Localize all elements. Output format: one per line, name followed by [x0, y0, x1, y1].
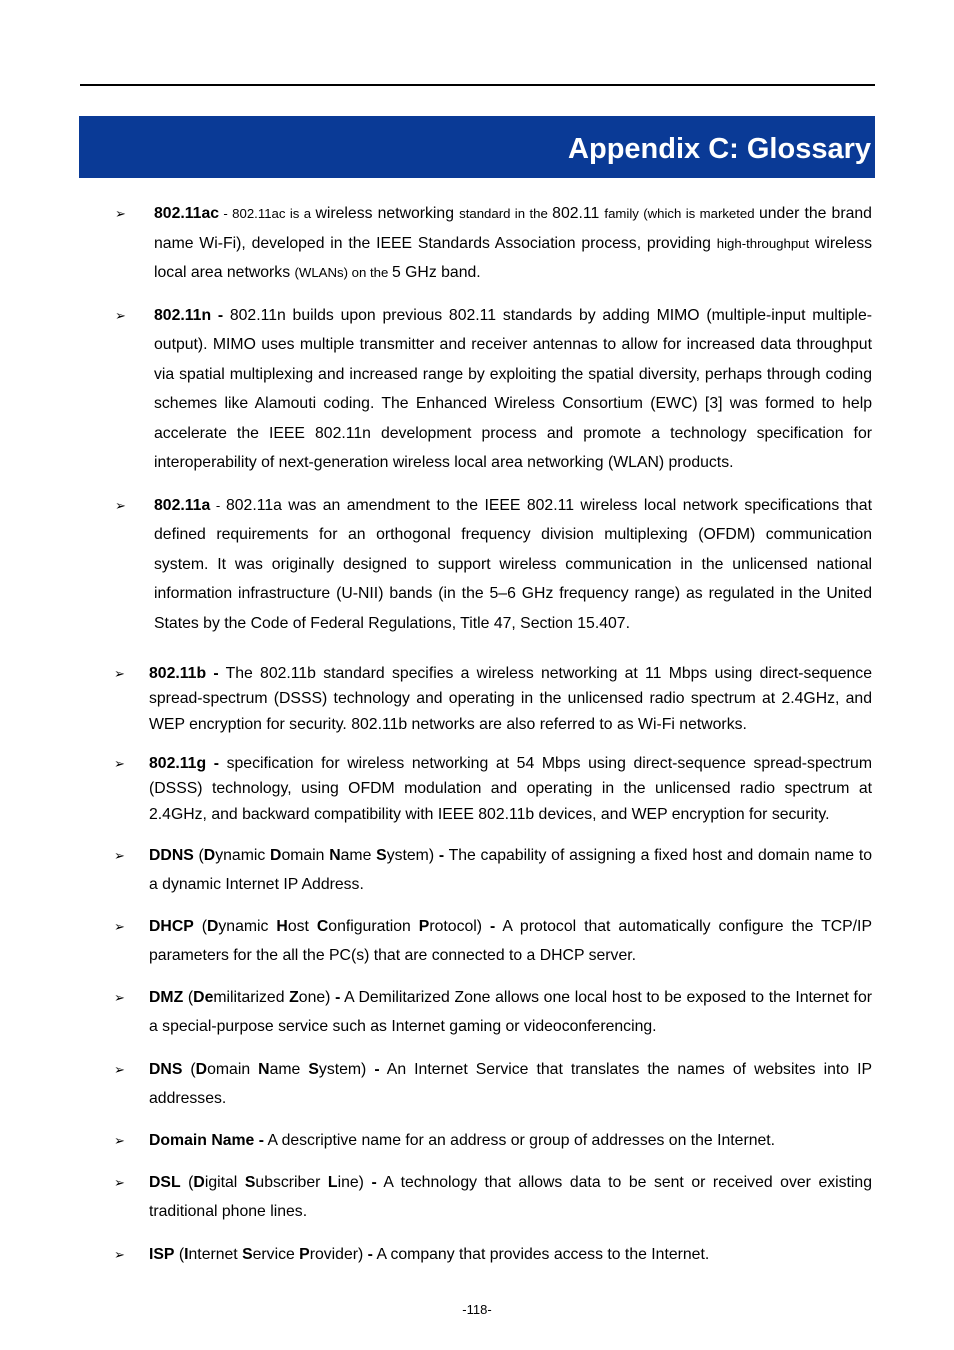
- arrow-bullet-icon: ➢: [115, 498, 126, 513]
- arrow-bullet-icon: ➢: [114, 756, 125, 771]
- header-rule: [80, 84, 875, 86]
- glossary-entry-ddns: ➢ DDNS (Dynamic Domain Name System) - The capability of assigning a fixed host and domain name to a dynamic Internet IP Address.: [149, 841, 872, 899]
- term: 802.11a: [154, 497, 211, 514]
- arrow-bullet-icon: ➢: [114, 990, 125, 1005]
- arrow-bullet-icon: ➢: [114, 1175, 125, 1190]
- term: 802.11g -: [149, 755, 219, 772]
- term: DMZ: [149, 989, 184, 1006]
- section-title-bar: [79, 116, 875, 178]
- glossary-entry-dhcp: ➢ DHCP (Dynamic Host Configuration Protocol) - A protocol that automatically configure the TCP/IP parameters for the all the PC(s) that are connected to a DHCP server.: [149, 912, 872, 970]
- glossary-entry-80211a: ➢ 802.11a - 802.11a was an amendment to the IEEE 802.11 wireless local network specifications that defined requirements for an orthogonal frequency division multiplexing (OFDM) communication system. It was originally designed to support wireless communication in the unlicensed national information infrastructure (U-NII) bands (in the 5–6 GHz frequency range) as regulated in the United States by the Code of Federal Regulations, Title 47, Section 15.407.: [154, 491, 872, 638]
- arrow-bullet-icon: ➢: [115, 308, 126, 323]
- arrow-bullet-icon: ➢: [114, 848, 125, 863]
- term: DSL: [149, 1174, 181, 1191]
- term: 802.11ac: [154, 205, 220, 222]
- glossary-entry-80211b: ➢ 802.11b - The 802.11b standard specifies a wireless networking at 11 Mbps using direct-sequence spread-spectrum (DSSS) technology and operating in the unlicensed radio spectrum at 2.4GHz, and WEP encryption for security. 802.11b networks are also referred to as Wi-Fi networks.: [149, 661, 872, 737]
- glossary-entry-domain-name: ➢ Domain Name - A descriptive name for an address or group of addresses on the Internet.: [149, 1126, 872, 1155]
- arrow-bullet-icon: ➢: [114, 1062, 125, 1077]
- term: 802.11b -: [149, 665, 219, 682]
- glossary-entry-dmz: ➢ DMZ (Demilitarized Zone) - A Demilitarized Zone allows one local host to be exposed to the Internet for a special-purpose service such as Internet gaming or videoconferencing.: [149, 983, 872, 1041]
- glossary-entry-dns: ➢ DNS (Domain Name System) - An Internet Service that translates the names of websites into IP addresses.: [149, 1055, 872, 1113]
- term: DNS: [149, 1061, 183, 1078]
- term: ISP: [149, 1246, 175, 1263]
- arrow-bullet-icon: ➢: [114, 666, 125, 681]
- arrow-bullet-icon: ➢: [115, 206, 126, 221]
- glossary-entry-dsl: ➢ DSL (Digital Subscriber Line) - A technology that allows data to be sent or received over existing traditional phone lines.: [149, 1168, 872, 1226]
- term: DHCP: [149, 918, 194, 935]
- glossary-entry-80211g: ➢ 802.11g - specification for wireless networking at 54 Mbps using direct-sequence spread-spectrum (DSSS) technology, using OFDM modulation and operating in the unlicensed radio spectrum at 2.4GHz, and backward compatibility with IEEE 802.11b devices, and WEP encryption for security.: [149, 751, 872, 827]
- page-number: -118-: [462, 1302, 492, 1317]
- term: DDNS: [149, 847, 194, 864]
- glossary-entry-80211n: ➢ 802.11n - 802.11n builds upon previous 802.11 standards by adding MIMO (multiple-input multiple-output). MIMO uses multiple transmitter and receiver antennas to allow for increased data throughput via spatial multiplexing and increased range by exploiting the spatial diversity, perhaps through coding schemes like Alamouti coding. The Enhanced Wireless Consortium (EWC) [3] was formed to help accelerate the IEEE 802.11n development process and promote a technology specification for interoperability of next-generation wireless local area networking (WLAN) products.: [154, 301, 872, 477]
- glossary-entry-isp: ➢ ISP (Internet Service Provider) - A company that provides access to the Internet.: [149, 1240, 872, 1269]
- arrow-bullet-icon: ➢: [114, 1247, 125, 1262]
- term: 802.11n -: [154, 307, 224, 324]
- arrow-bullet-icon: ➢: [114, 1133, 125, 1148]
- term: Domain Name -: [149, 1132, 264, 1149]
- arrow-bullet-icon: ➢: [114, 919, 125, 934]
- page-title: Appendix C: Glossary: [568, 132, 871, 165]
- glossary-entry-80211ac: ➢ 802.11ac - 802.11ac is a wireless networking standard in the 802.11 family (which is marketed under the brand name Wi-Fi), developed in the IEEE Standards Association process, providing high-throughput wireless local area networks (WLANs) on the 5 GHz band.: [154, 199, 872, 288]
